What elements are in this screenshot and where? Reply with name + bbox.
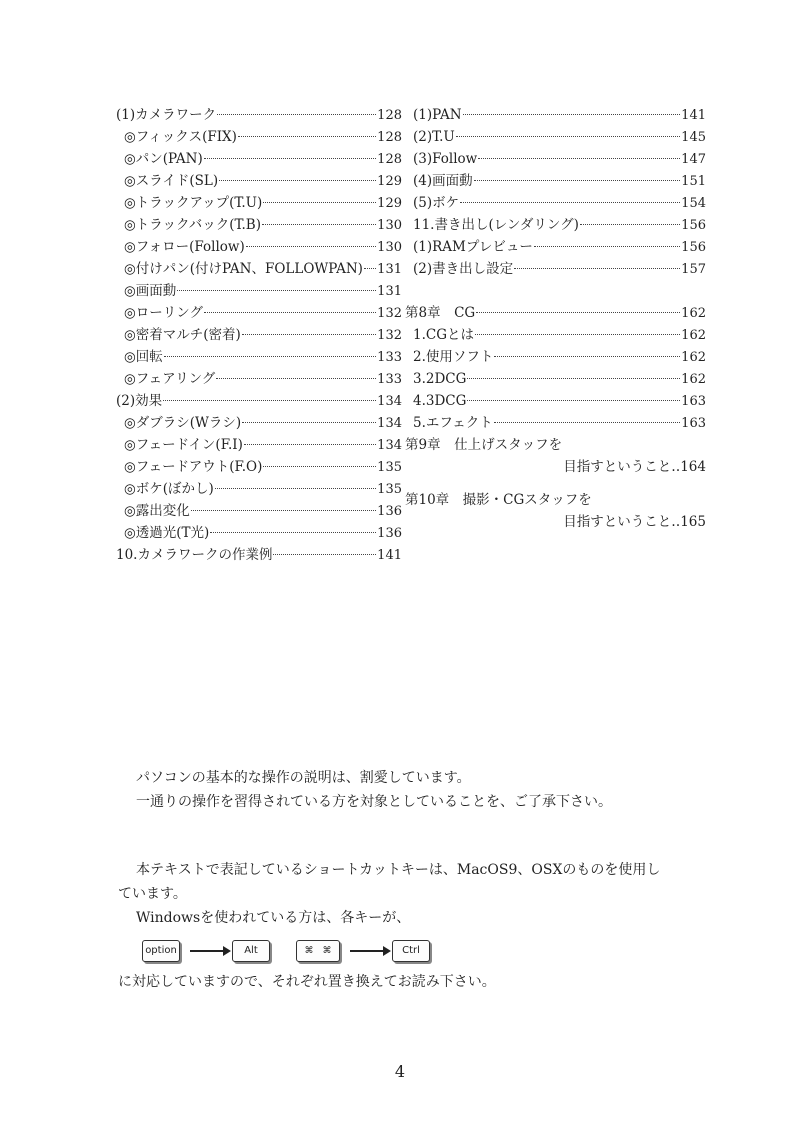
toc-entry [116,412,402,434]
toc-leader-dots [219,180,376,181]
toc-leader-dots [467,378,680,379]
toc-leader-dots [460,202,680,203]
toc-entry [405,170,706,192]
page-number: 4 [394,1062,406,1081]
toc-entry [116,346,402,368]
toc-entry [116,522,402,544]
toc-entry [405,236,706,258]
toc-entry-page: 163 [681,416,706,431]
toc-leader-dots [463,114,681,115]
toc-leader-dots [580,224,680,225]
toc-entry-page: 136 [377,526,402,541]
toc-entry-title: (4)画面動 [413,173,473,189]
toc-entry [116,368,402,390]
note2-line1: 本テキストで表記しているショートカットキーは、MacOS9、OSXのものを使用し [136,862,661,878]
toc-leader-dots [475,334,680,335]
toc-leader-dots [204,312,376,313]
toc-entry-page: 128 [377,108,402,123]
toc-chapter9-title: 第9章 仕上げスタッフを [405,437,563,453]
toc-entry-title: ◎ボケ(ぼかし) [124,481,214,497]
toc-gap [405,280,706,302]
toc-entry-page: 134 [377,416,402,431]
toc-entry-page: 135 [377,482,402,497]
toc-entry-page: 147 [681,152,706,167]
toc-entry-page: 132 [377,328,402,343]
toc-entry-page: 128 [377,152,402,167]
toc-entry [405,412,706,434]
toc-chapter10 [405,489,706,533]
toc-entry-page: 162 [681,350,706,365]
toc-leader-dots [467,400,680,401]
toc-leader-dots [273,554,376,555]
toc-leader-dots [177,290,376,291]
toc-leader-dots [163,400,376,401]
key-mapping-row [142,934,698,968]
toc-entry-title: ◎回転 [124,349,163,365]
toc-entry-page: 162 [681,372,706,387]
toc-leader-dots [191,510,376,511]
toc-chapter10-subtitle: 目指すということ‥165 [563,514,706,530]
toc-entry-page: 133 [377,372,402,387]
toc-leader-dots [216,378,376,379]
toc-entry-page: 145 [681,130,706,145]
toc-leader-dots [164,356,376,357]
toc-entry-page: 132 [377,306,402,321]
toc-chapter9 [405,434,706,478]
toc-entry-title: (2)書き出し設定 [413,261,514,277]
toc-entry [116,126,402,148]
toc-entry-title: ◎画面動 [124,283,177,299]
toc-entry [116,544,402,566]
toc-entry-title: ◎フェードイン(F.I) [124,437,243,453]
toc-entry-title: 4.3DCG [413,393,467,409]
toc-entry-title: ◎トラックアップ(T.U) [124,195,263,211]
toc-leader-dots [210,532,376,533]
toc-entry-page: 131 [377,262,402,277]
toc-entry [116,302,402,324]
toc-entry-title: ◎フェードアウト(F.O) [124,459,263,475]
toc-entry-page: 156 [681,218,706,233]
toc-entry-title: (2)効果 [116,393,163,409]
toc-entry-title: ◎ローリング [124,305,204,321]
toc-entry-page: 141 [377,548,402,563]
toc-entry-title: (5)ボケ [413,195,460,211]
toc-entry [116,170,402,192]
alt-key-icon: Alt [232,940,270,962]
toc-chapter9-subtitle: 目指すということ‥164 [563,459,706,475]
note2-line3: Windowsを使われている方は、各キーが、 [136,910,411,926]
toc-entry-title: 5.エフェクト [413,415,493,431]
toc-leader-dots [244,444,376,445]
toc-entry-page: 130 [377,218,402,233]
option-key-icon: option [142,940,180,962]
toc-entry [116,148,402,170]
toc-entry [116,390,402,412]
toc-leader-dots [217,114,376,115]
toc-entry-title: 11.書き出し(レンダリング) [413,217,579,233]
toc-entry-title: (1)カメラワーク [116,107,217,123]
toc-leader-dots [246,246,376,247]
toc-entry-title: ◎透過光(T光) [124,525,210,541]
toc-entry-page: 156 [681,240,706,255]
toc-left-column [116,104,402,566]
toc-entry-page: 129 [377,196,402,211]
toc-entry-page: 131 [377,284,402,299]
toc-leader-dots [242,334,376,335]
toc-right-column [405,104,706,533]
toc-entry [405,258,706,280]
toc-entry-page: 162 [681,306,706,321]
toc-leader-dots [204,158,376,159]
toc-entry-title: ◎フェアリング [124,371,216,387]
toc-leader-dots [262,224,376,225]
toc-entry [116,214,402,236]
note2-line4: に対応していますので、それぞれ置き換えてお読み下さい。 [118,974,496,990]
toc-entry [405,148,706,170]
toc-leader-dots [242,422,376,423]
toc-entry [116,434,402,456]
toc-entry [405,214,706,236]
toc-entry [116,236,402,258]
toc-entry-page: 130 [377,240,402,255]
toc-entry [116,478,402,500]
toc-entry [116,280,402,302]
toc-entry-page: 163 [681,394,706,409]
note1-line1: パソコンの基本的な操作の説明は、割愛しています。 [136,770,471,786]
toc-entry-title: ◎露出変化 [124,503,190,519]
toc-leader-dots [476,312,680,313]
toc-entry-title: ◎フォロー(Follow) [124,239,245,255]
toc-entry-title: ◎パン(PAN) [124,151,203,167]
toc-entry-page: 129 [377,174,402,189]
arrow-right-icon [350,950,384,952]
toc-entry-page: 134 [377,438,402,453]
toc-entry [405,104,706,126]
note2-line2: ています。 [118,886,187,902]
toc-entry-title: 3.2DCG [413,371,467,387]
toc-entry [116,324,402,346]
toc-entry [405,368,706,390]
toc-entry-page: 162 [681,328,706,343]
toc-entry-title: (1)PAN [413,107,462,123]
toc-entry [405,390,706,412]
toc-entry-title: (3)Follow [413,151,478,167]
toc-entry-page: 128 [377,130,402,145]
toc-entry-page: 141 [681,108,706,123]
toc-entry-title: ◎フィックス(FIX) [124,129,237,145]
toc-leader-dots [456,136,680,137]
toc-entry-title: ◎密着マルチ(密着) [124,327,241,343]
toc-entry-title: 2.使用ソフト [413,349,494,365]
toc-entry-title: (1)RAMプレビュー [413,239,533,255]
toc-entry [405,346,706,368]
toc-entry-page: 136 [377,504,402,519]
toc-entry-page: 157 [681,262,706,277]
toc-entry [116,104,402,126]
note-shortcut-keys [118,858,698,994]
toc-entry-title: ◎ダブラシ(Wラシ) [124,415,242,431]
toc-entry [116,258,402,280]
toc-leader-dots [263,202,376,203]
toc-entry-page: 135 [377,460,402,475]
toc-entry [405,192,706,214]
command-symbol-right: ⌘ [322,946,332,956]
toc-entry-title: (2)T.U [413,129,455,145]
toc-entry [116,192,402,214]
note-basic-operation [118,766,698,814]
toc-leader-dots [474,180,681,181]
toc-chapter10-title: 第10章 撮影・CGスタッフを [405,492,592,508]
command-key-icon [296,940,340,962]
toc-entry-title: ◎付けパン(付けPAN、FOLLOWPAN) [124,261,363,277]
toc-entry-page: 133 [377,350,402,365]
toc-leader-dots [534,246,680,247]
toc-leader-dots [238,136,376,137]
toc-entry [405,302,706,324]
toc-leader-dots [263,466,376,467]
toc-leader-dots [494,422,680,423]
toc-entry-title: ◎トラックバック(T.B) [124,217,261,233]
toc-entry [116,456,402,478]
ctrl-key-icon: Ctrl [392,940,430,962]
note1-line2: 一通りの操作を習得されている方を対象としていることを、ご了承下さい。 [136,794,612,810]
toc-entry [116,500,402,522]
toc-entry-page: 151 [681,174,706,189]
toc-entry [405,126,706,148]
arrow-right-icon [190,950,224,952]
toc-leader-dots [364,268,376,269]
toc-leader-dots [478,158,680,159]
toc-entry-title: 1.CGとは [413,327,474,343]
toc-entry-title: 10.カメラワークの作業例 [116,547,273,563]
toc-leader-dots [494,356,680,357]
toc-entry-page: 134 [377,394,402,409]
toc-leader-dots [215,488,376,489]
toc-entry-page: 154 [681,196,706,211]
command-symbol-left: ⌘ [304,946,314,956]
toc-leader-dots [514,268,680,269]
toc-entry-title: 第8章 CG [405,305,476,321]
toc-entry-title: ◎スライド(SL) [124,173,219,189]
toc-entry [405,324,706,346]
